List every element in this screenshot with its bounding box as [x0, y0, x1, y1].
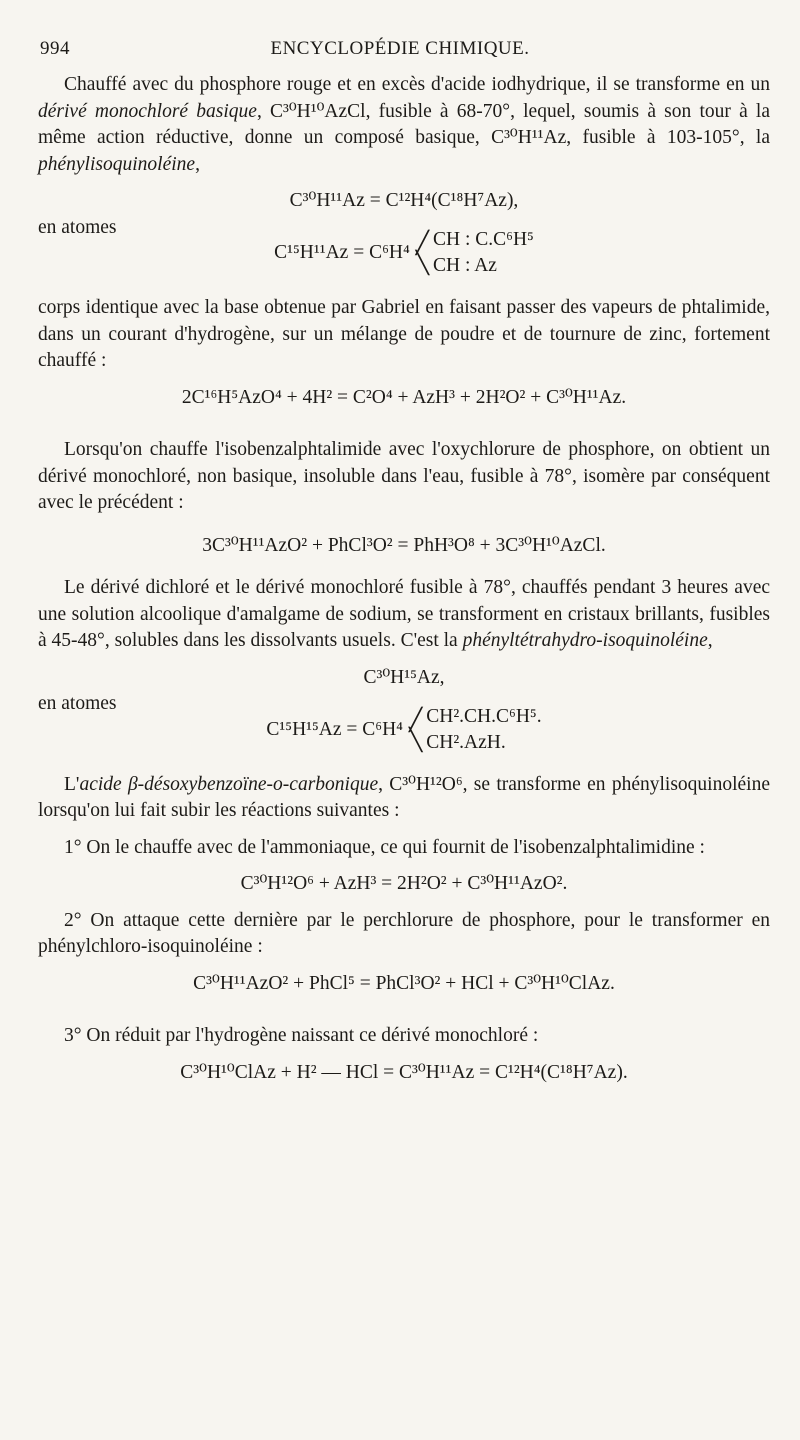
paragraph-6: 1° On le chauffe avec de l'ammoniaque, ce qui fournit de l'isobenzalphtalimidine :: [64, 836, 705, 858]
paragraph-5: [38, 772, 770, 825]
formula-4: C³⁰H¹⁵Az,: [363, 666, 445, 688]
term-derive-monochlore: dérivé monochloré basique: [38, 100, 257, 122]
paragraph-1-text-a: Chauffé avec du phosphore rouge et en excès d'acide iodhydrique, il se transforme en un: [64, 74, 770, 95]
struct-1-lhs: C¹⁵H¹¹Az = C⁶H⁴: [274, 242, 410, 263]
paragraph-7: 2° On attaque cette dernière par le perchlorure de phosphore, pour le transformer en phénylchloro-isoquinoléine :: [38, 909, 770, 957]
formula-2: 2C¹⁶H⁵AzO⁴ + 4H² = C²O⁴ + AzH³ + 2H²O² + C³⁰H¹¹Az.: [181, 386, 627, 408]
formula-6: C³⁰H¹¹AzO² + PhCl⁵ = PhCl³O² + HCl + C³⁰H¹⁰ClAz.: [193, 972, 615, 994]
paragraph-4-text-a: Le dérivé dichloré et le dérivé monochloré fusible à 78°, chauffés pendant 3 heures avec une solution alcoolique d'amalgame de sodium, se transforment en cristaux brillants, fusibles à 45-48°, solubles dans les dissolvants usuels. C'est la: [38, 577, 770, 651]
running-title: ENCYCLOPÉDIE CHIMIQUE.: [270, 38, 530, 59]
term-phenyltetrahydro: phényltétrahydro-isoquinoléine: [462, 630, 708, 651]
term-phenylisoquinoleine: phénylisoquinoléine: [38, 153, 196, 175]
term-acide-desoxybenzoine: acide β-désoxybenzoïne-o-carbonique: [79, 773, 379, 795]
page-number: 994: [40, 38, 70, 59]
struct-2-top: CH².CH.C⁶H⁵.: [426, 705, 542, 727]
formula-7: C³⁰H¹⁰ClAz + H² — HCl = C³⁰H¹¹Az = C¹²H⁴(C¹⁸H⁷Az).: [180, 1061, 628, 1083]
struct-2-bottom: CH².AzH.: [426, 731, 506, 753]
formula-5: C³⁰H¹²O⁶ + AzH³ = 2H²O² + C³⁰H¹¹AzO².: [240, 873, 568, 894]
en-atomes-label-2: en atomes: [38, 693, 117, 714]
paragraph-2: corps identique avec la base obtenue par Gabriel en faisant passer des vapeurs de phtalimide, dans un courant d'hydrogène, sur un mélange de poudre et de tournure de zinc, fortement chauffé :: [38, 297, 770, 371]
struct-1-bottom: CH : Az: [433, 255, 497, 276]
paragraph-5-text-a: L': [64, 773, 80, 795]
paragraph-1-text-b: , C³⁰H¹⁰AzCl, fusible à 68-70°, lequel, soumis à son tour à la même action réductive, donne un composé basique, C³⁰H¹¹Az, fusible à 103-105°, la: [38, 100, 770, 148]
running-header: [40, 38, 760, 68]
paragraph-3: Lorsqu'on chauffe l'isobenzalphtalimide avec l'oxychlorure de phosphore, on obtient un dérivé monochloré, non basique, insoluble dans l'eau, fusible à 78°, isomère par conséquent avec le précédent :: [38, 439, 770, 513]
branch-bracket-icon: ╱ ╲: [408, 706, 423, 752]
page-body: [38, 72, 770, 1086]
paragraph-4-text-b: ,: [707, 630, 713, 651]
formula-1: C³⁰H¹¹Az = C¹²H⁴(C¹⁸H⁷Az),: [289, 190, 519, 211]
formula-3: 3C³⁰H¹¹AzO² + PhCl³O² = PhH³O⁸ + 3C³⁰H¹⁰AzCl.: [202, 534, 606, 556]
struct-2-lhs: C¹⁵H¹⁵Az = C⁶H⁴: [266, 718, 403, 740]
branch-bracket-icon: ╱ ╲: [415, 230, 430, 275]
paragraph-4: [38, 575, 770, 655]
paragraph-1-text-c: ,: [195, 153, 200, 175]
paragraph-5-text-b: , C³⁰H¹²O⁶, se transforme en phénylisoquinoléine lorsqu'on lui fait subir les réactions suivantes :: [38, 773, 770, 821]
structural-formula-1: [38, 227, 770, 279]
paragraph-1: [38, 72, 770, 178]
structural-formula-2: [38, 704, 770, 756]
struct-1-top: CH : C.C⁶H⁵: [433, 229, 534, 250]
paragraph-8: 3° On réduit par l'hydrogène naissant ce dérivé monochloré :: [64, 1025, 539, 1046]
en-atomes-label-1: en atomes: [38, 216, 117, 238]
